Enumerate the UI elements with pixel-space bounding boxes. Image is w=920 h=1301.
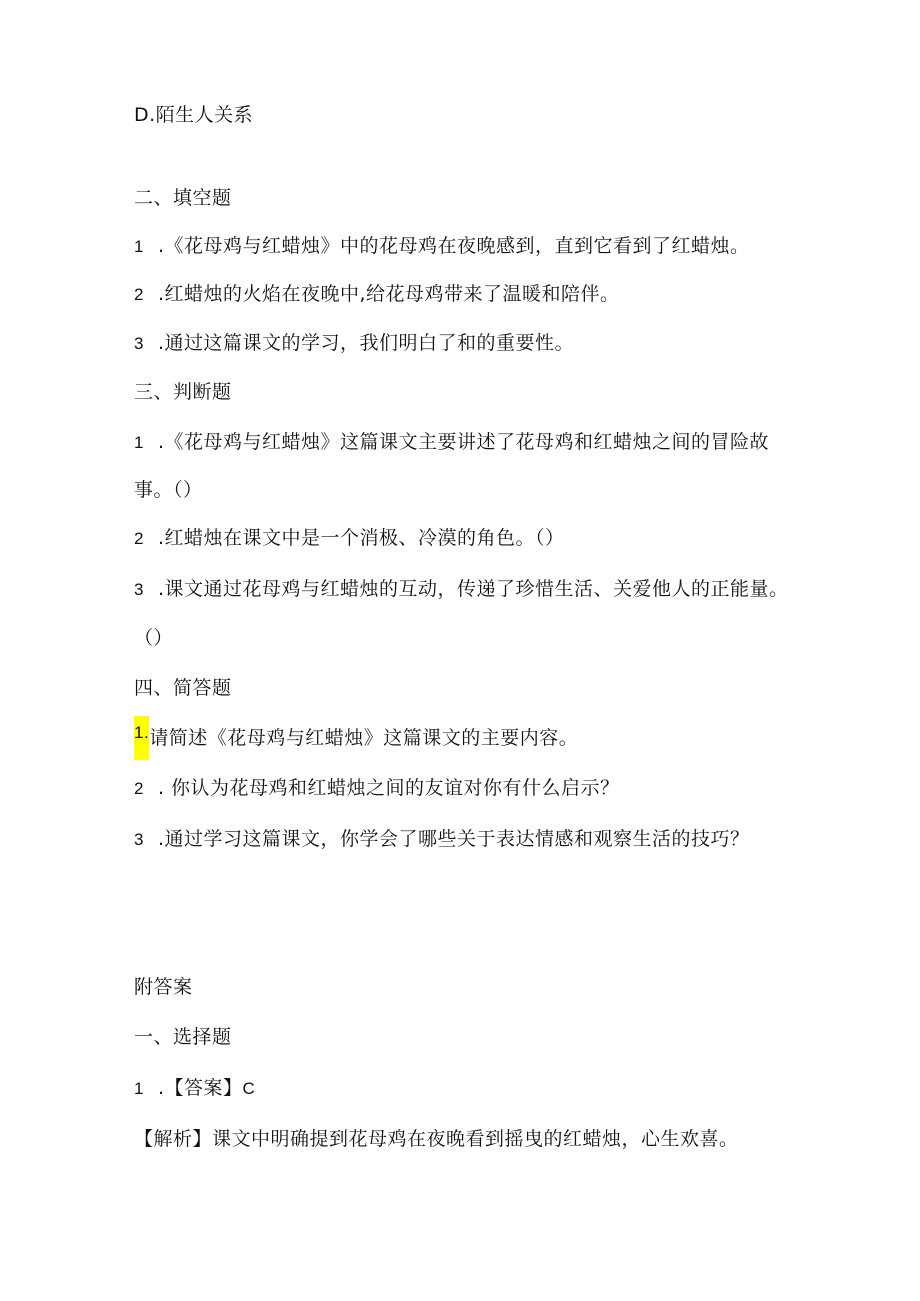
section-heading-fill-in: 二、填空题 (134, 187, 232, 209)
answer-1 (134, 1076, 255, 1101)
question-text: .通过这篇课文的学习，我们明白了和的重要性。 (157, 332, 575, 354)
question-text: . 你认为花母鸡和红蜡烛之间的友谊对你有什么启示？ (157, 777, 620, 799)
option-d: D.陌生人关系 (134, 104, 254, 126)
judge-question-3 (134, 577, 789, 602)
judge-question-1-continued: 事。（） (134, 479, 203, 501)
question-number: 3 (134, 334, 144, 353)
highlighted-question-number: 1. (134, 716, 149, 760)
short-question-1 (134, 723, 579, 760)
judge-question-1 (134, 430, 769, 455)
question-text: .红蜡烛的火焰在夜晚中,给花母鸡带来了温暖和陪伴。 (157, 283, 620, 305)
question-number: 1 (134, 433, 144, 452)
answer-1-explanation: 【解析】课文中明确提到花母鸡在夜晚看到摇曳的红蜡烛，心生欢喜。 (134, 1128, 739, 1150)
question-number: 1 (134, 237, 144, 256)
short-question-2 (134, 776, 620, 801)
fill-question-1 (134, 234, 750, 259)
question-number: 2 (134, 529, 144, 548)
fill-question-2 (134, 282, 620, 307)
question-number: 2 (134, 779, 144, 798)
judge-question-2 (134, 526, 565, 551)
short-question-3 (134, 827, 750, 852)
question-number: 2 (134, 285, 144, 304)
answer-value: C (242, 1079, 256, 1098)
judge-question-3-continued: （） (134, 627, 174, 649)
section-heading-true-false: 三、判断题 (134, 381, 232, 403)
answer-label: .【答案】 (157, 1077, 243, 1099)
fill-question-3 (134, 331, 574, 356)
section-heading-short-answer: 四、简答题 (134, 677, 232, 699)
question-text: .通过学习这篇课文，你学会了哪些关于表达情感和观察生活的技巧？ (157, 828, 750, 850)
question-text: .课文通过花母鸡与红蜡烛的互动，传递了珍惜生活、关爱他人的正能量。 (157, 578, 789, 600)
question-text: 请简述《花母鸡与红蜡烛》这篇课文的主要内容。 (149, 727, 579, 749)
question-number: 3 (134, 580, 144, 599)
answers-section-heading: 一、选择题 (134, 1026, 232, 1048)
question-text: .《花母鸡与红蜡烛》这篇课文主要讲述了花母鸡和红蜡烛之间的冒险故 (157, 431, 770, 453)
answers-title: 附答案 (134, 976, 193, 998)
question-text: .《花母鸡与红蜡烛》中的花母鸡在夜晚感到，直到它看到了红蜡烛。 (157, 235, 750, 257)
answer-number: 1 (134, 1079, 144, 1098)
question-text: .红蜡烛在课文中是一个消极、冷漠的角色。（） (157, 527, 565, 549)
question-number: 3 (134, 830, 144, 849)
